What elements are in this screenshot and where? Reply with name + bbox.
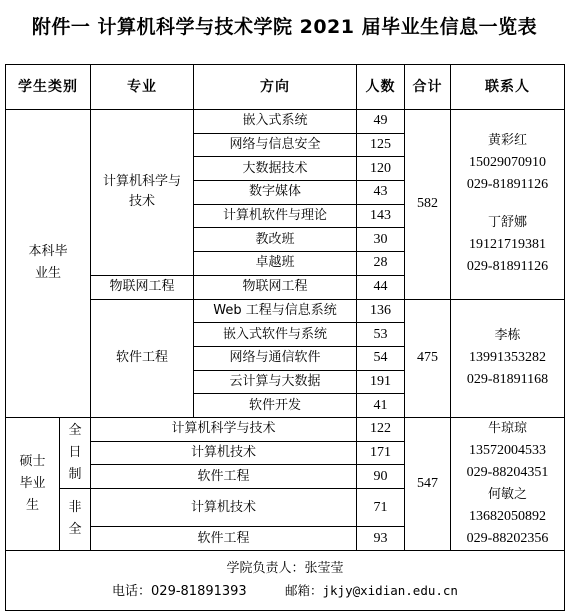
master-fulltime: 全日制 bbox=[60, 417, 91, 488]
contact-undergrad-se bbox=[451, 299, 565, 417]
count-cell: 136 bbox=[357, 299, 405, 323]
document-title: 附件一 计算机科学与技术学院 2021 届毕业生信息一览表 bbox=[31, 16, 538, 38]
count-cell: 120 bbox=[357, 157, 405, 181]
table-row bbox=[6, 110, 565, 134]
direction-cell: 物联网工程 bbox=[194, 275, 357, 299]
count-cell: 171 bbox=[357, 441, 405, 465]
direction-cell: 卓越班 bbox=[194, 252, 357, 276]
count-cell: 54 bbox=[357, 346, 405, 370]
contact-phone: 029-88204351 bbox=[466, 464, 549, 480]
count-cell: 49 bbox=[357, 110, 405, 134]
count-cell: 53 bbox=[357, 323, 405, 347]
college-phone: 电话：029-81891393 bbox=[112, 583, 247, 599]
contact-mobile: 13682050892 bbox=[469, 508, 546, 524]
direction-cell: 云计算与大数据 bbox=[194, 370, 357, 394]
table-row bbox=[6, 417, 565, 441]
contact-name: 黄彩红 bbox=[487, 133, 527, 149]
direction-cell: 软件工程 bbox=[91, 465, 357, 489]
contact-master bbox=[451, 417, 565, 550]
direction-cell: 计算机技术 bbox=[91, 489, 357, 527]
count-cell: 143 bbox=[357, 204, 405, 228]
graduate-info-table bbox=[5, 64, 565, 611]
contact-mobile: 13991353282 bbox=[469, 350, 546, 366]
contact-undergrad-cs bbox=[451, 110, 565, 300]
direction-cell: 网络与通信软件 bbox=[194, 346, 357, 370]
major-iot: 物联网工程 bbox=[91, 275, 194, 299]
direction-cell: 嵌入式软件与系统 bbox=[194, 323, 357, 347]
category-undergrad: 本科毕业生 bbox=[6, 110, 91, 418]
total-undergrad-cs: 582 bbox=[405, 110, 451, 300]
count-cell: 191 bbox=[357, 370, 405, 394]
contact-name: 牛琼琼 bbox=[487, 420, 527, 436]
count-cell: 28 bbox=[357, 252, 405, 276]
contact-mobile: 15029070910 bbox=[469, 155, 546, 171]
header-row bbox=[6, 65, 565, 110]
college-head: 学院负责人：张莹莹 bbox=[226, 560, 344, 576]
direction-cell: 网络与信息安全 bbox=[194, 133, 357, 157]
count-cell: 93 bbox=[357, 527, 405, 551]
count-cell: 71 bbox=[357, 489, 405, 527]
header-major: 专业 bbox=[91, 65, 194, 110]
master-parttime: 非全 bbox=[60, 489, 91, 551]
header-direction: 方向 bbox=[194, 65, 357, 110]
contact-phone: 029-81891126 bbox=[466, 259, 549, 275]
direction-cell: 教改班 bbox=[194, 228, 357, 252]
footer-row bbox=[6, 550, 565, 610]
direction-cell: 计算机软件与理论 bbox=[194, 204, 357, 228]
contact-phone: 029-88202356 bbox=[466, 530, 549, 546]
header-contact: 联系人 bbox=[451, 65, 565, 110]
footer-cell bbox=[6, 550, 565, 610]
contact-name: 丁舒娜 bbox=[487, 215, 527, 231]
major-cs: 计算机科学与技术 bbox=[91, 110, 194, 276]
total-undergrad-se: 475 bbox=[405, 299, 451, 417]
contact-name: 李栋 bbox=[494, 328, 521, 344]
header-category: 学生类别 bbox=[6, 65, 91, 110]
count-cell: 90 bbox=[357, 465, 405, 489]
count-cell: 44 bbox=[357, 275, 405, 299]
count-cell: 125 bbox=[357, 133, 405, 157]
direction-cell: 数字媒体 bbox=[194, 181, 357, 205]
direction-cell: 计算机技术 bbox=[91, 441, 357, 465]
header-total: 合计 bbox=[405, 65, 451, 110]
total-master: 547 bbox=[405, 417, 451, 550]
count-cell: 43 bbox=[357, 181, 405, 205]
count-cell: 41 bbox=[357, 394, 405, 418]
contact-phone: 029-81891168 bbox=[466, 372, 549, 388]
direction-cell: 嵌入式系统 bbox=[194, 110, 357, 134]
category-master: 硕士毕业生 bbox=[6, 417, 60, 550]
count-cell: 30 bbox=[357, 228, 405, 252]
college-email: 邮箱：jkjy@xidian.edu.cn bbox=[285, 582, 458, 598]
major-se: 软件工程 bbox=[91, 299, 194, 417]
header-count: 人数 bbox=[357, 65, 405, 110]
contact-phone: 029-81891126 bbox=[466, 177, 549, 193]
direction-cell: 软件开发 bbox=[194, 394, 357, 418]
contact-name: 何敏之 bbox=[487, 486, 527, 502]
direction-cell: Web 工程与信息系统 bbox=[194, 299, 357, 323]
direction-cell: 计算机科学与技术 bbox=[91, 417, 357, 441]
direction-cell: 软件工程 bbox=[91, 527, 357, 551]
contact-mobile: 19121719381 bbox=[469, 237, 546, 253]
contact-mobile: 13572004533 bbox=[469, 442, 546, 458]
direction-cell: 大数据技术 bbox=[194, 157, 357, 181]
count-cell: 122 bbox=[357, 417, 405, 441]
